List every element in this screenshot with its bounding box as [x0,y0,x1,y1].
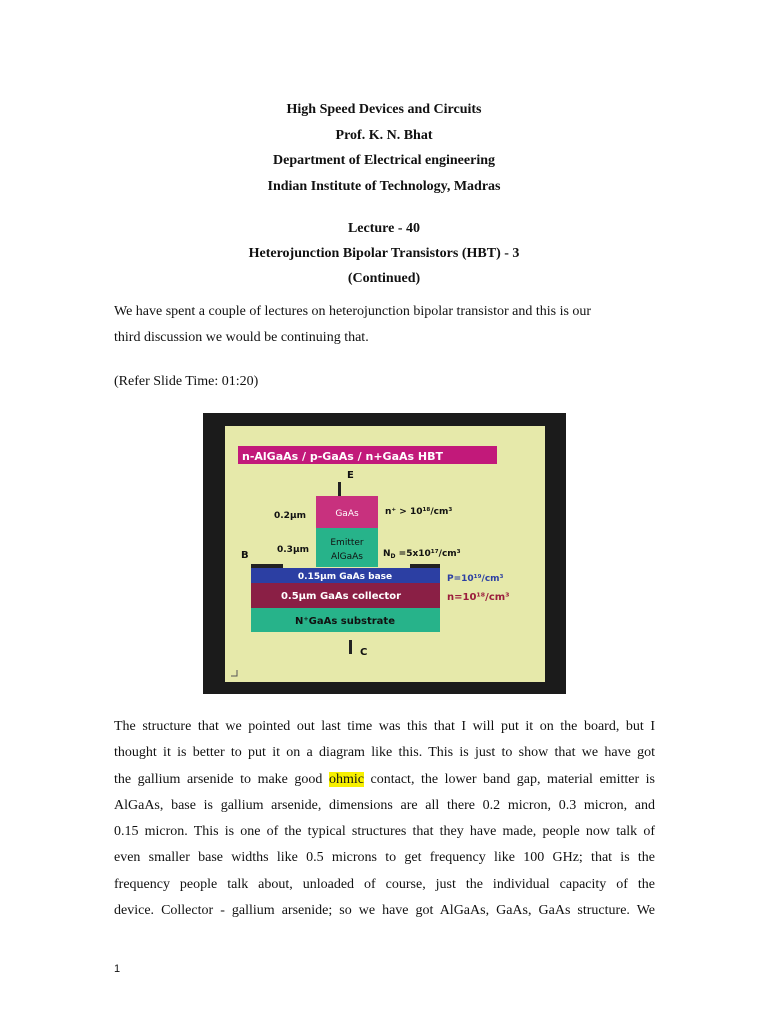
cap-thickness: 0.2μm [274,511,306,521]
collector-contact [349,640,352,654]
base-doping: P=10¹⁹/cm³ [447,574,504,584]
body-line: 0.15 micron. This is one of the typical structures that they have made, people now talk of [114,824,655,840]
hbt-structure-diagram [225,426,545,682]
professor-name: Prof. K. N. Bhat [335,128,433,143]
slide-background [225,426,545,682]
emitter-contact [338,482,341,496]
intro-line-1: We have spent a couple of lectures on heterojunction bipolar transistor and this is our [114,304,592,319]
base-contact-right [410,564,440,568]
refer-slide-time: (Refer Slide Time: 01:20) [114,374,259,389]
slide-corner-mark [231,670,237,676]
body-line: the gallium arsenide to make good ohmic contact, the lower band gap, material emitter is [114,771,655,787]
cap-layer-label: GaAs [335,509,359,519]
body-line: thought it is better to put it on a diagram like this. This is just to show that we have got [114,745,655,761]
collector-doping: n=10¹⁸/cm³ [447,592,510,603]
emitter-layer-line-2: AlGaAs [331,552,363,562]
course-title: High Speed Devices and Circuits [286,102,482,117]
lecture-slide [203,413,566,694]
page-number: 1 [114,963,121,975]
highlighted-word: ohmic [328,771,364,787]
cap-doping: n⁺ > 10¹⁸/cm³ [385,507,453,517]
emitter-thickness: 0.3μm [277,545,309,555]
intro-paragraph [114,299,655,352]
emitter-doping: $N_D =5x10^{17}/cm^3$ [383,549,461,560]
continued-label: (Continued) [347,271,421,286]
emitter-layer-line-1: Emitter [330,538,364,548]
body-line: even smaller base widths like 0.5 microns to get frequency like 100 GHz; that is the [114,850,655,866]
lecture-number: Lecture - 40 [347,221,421,236]
substrate-layer-label: N⁺GaAs substrate [295,616,395,627]
collector-layer-label: 0.5μm GaAs collector [280,591,402,602]
base-layer-label: 0.15μm GaAs base [297,572,393,582]
emitter-label: E [347,470,354,481]
base-label: B [241,550,249,561]
body-line: The structure that we pointed out last time was this that I will put it on the board, but I [114,719,655,734]
body-paragraph [114,714,655,924]
body-line: AlGaAs, base is gallium arsenide, dimensions are all there 0.2 micron, 0.3 micron, and [114,797,655,813]
body-line: device. Collector - gallium arsenide; so we have got AlGaAs, GaAs, GaAs structure. We [114,903,655,919]
slide-title: n-AlGaAs / p-GaAs / n+GaAs HBT [242,450,443,463]
body-line: frequency people talk about, unloaded of course, just the individual capacity of the [114,876,655,892]
intro-line-2: third discussion we would be continuing that. [114,330,369,346]
base-contact-left [251,564,283,568]
lecture-topic: Heterojunction Bipolar Transistors (HBT) - 3 [248,246,520,261]
collector-label: C [360,647,368,658]
department-name: Department of Electrical engineering [273,153,495,168]
institute-name: Indian Institute of Technology, Madras [267,179,501,194]
